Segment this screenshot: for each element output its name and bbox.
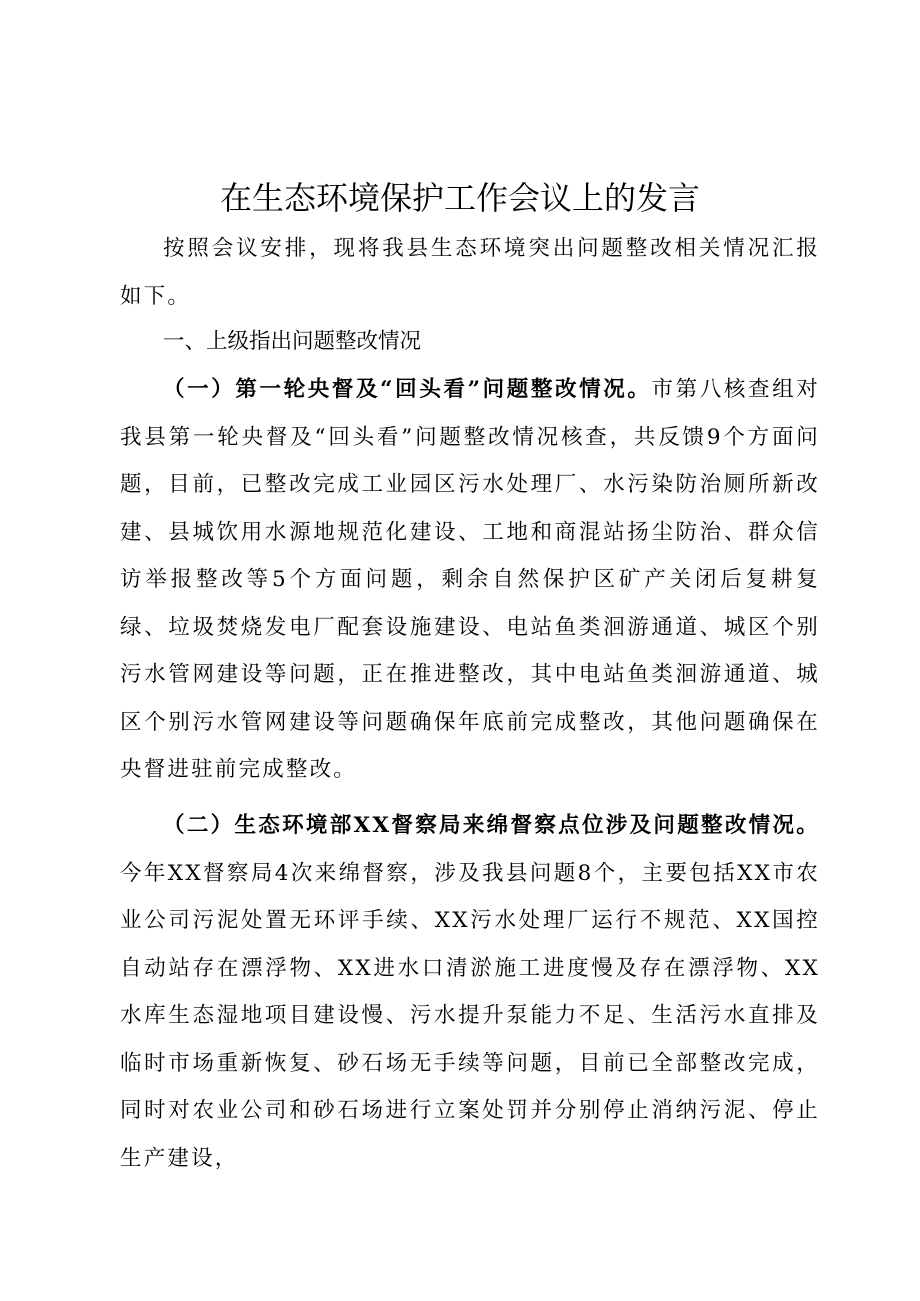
section-heading-1: 一、上级指出问题整改情况: [163, 329, 422, 354]
subsection-1-body: 市第八核查组对我县第一轮央督及“回头看”问题整改情况核查，共反馈9个方面问题，目前，已整改完成工业园区污水处理厂、水污染防治厕所新改建、县城饮用水源地规范化建设、工地和商混站扬尘防治、群众信访举报整改等5个方面问题，剩余自然保护区矿产关闭后复耕复绿、垃圾焚烧发电厂配套设施建设、电站鱼类洄游通道、城区个别污水管网建设等问题，正在推进整改，其中电站鱼类洄游通道、城区个别污水管网建设等问题确保年底前完成整改，其他问题确保在央督进驻前完成整改。: [120, 377, 821, 782]
intro-paragraph: 按照会议安排，现将我县生态环境突出问题整改相关情况汇报如下。: [120, 236, 820, 309]
subsection-2-heading: （二）生态环境部XX督察局来绵督察点位涉及问题整改情况。: [163, 813, 820, 838]
subsection-2-paragraph: [120, 802, 820, 1182]
subsection-1-paragraph: [120, 366, 820, 794]
subsection-1-heading: （一）第一轮央督及“回头看”问题整改情况。: [163, 377, 652, 402]
subsection-2-body: 今年XX督察局4次来绵督察，涉及我县问题8个，主要包括XX市农业公司污泥处置无环评手续、XX污水处理厂运行不规范、XX国控自动站存在漂浮物、XX进水口清淤施工进度慢及存在漂浮物、XX水库生态湿地项目建设慢、污水提升泵能力不足、生活污水直排及临时市场重新恢复、砂石场无手续等问题，目前已全部整改完成，同时对农业公司和砂石场进行立案处罚并分别停止消纳污泥、停止生产建设，: [120, 860, 820, 1171]
document-title: 在生态环境保护工作会议上的发言: [219, 179, 700, 217]
